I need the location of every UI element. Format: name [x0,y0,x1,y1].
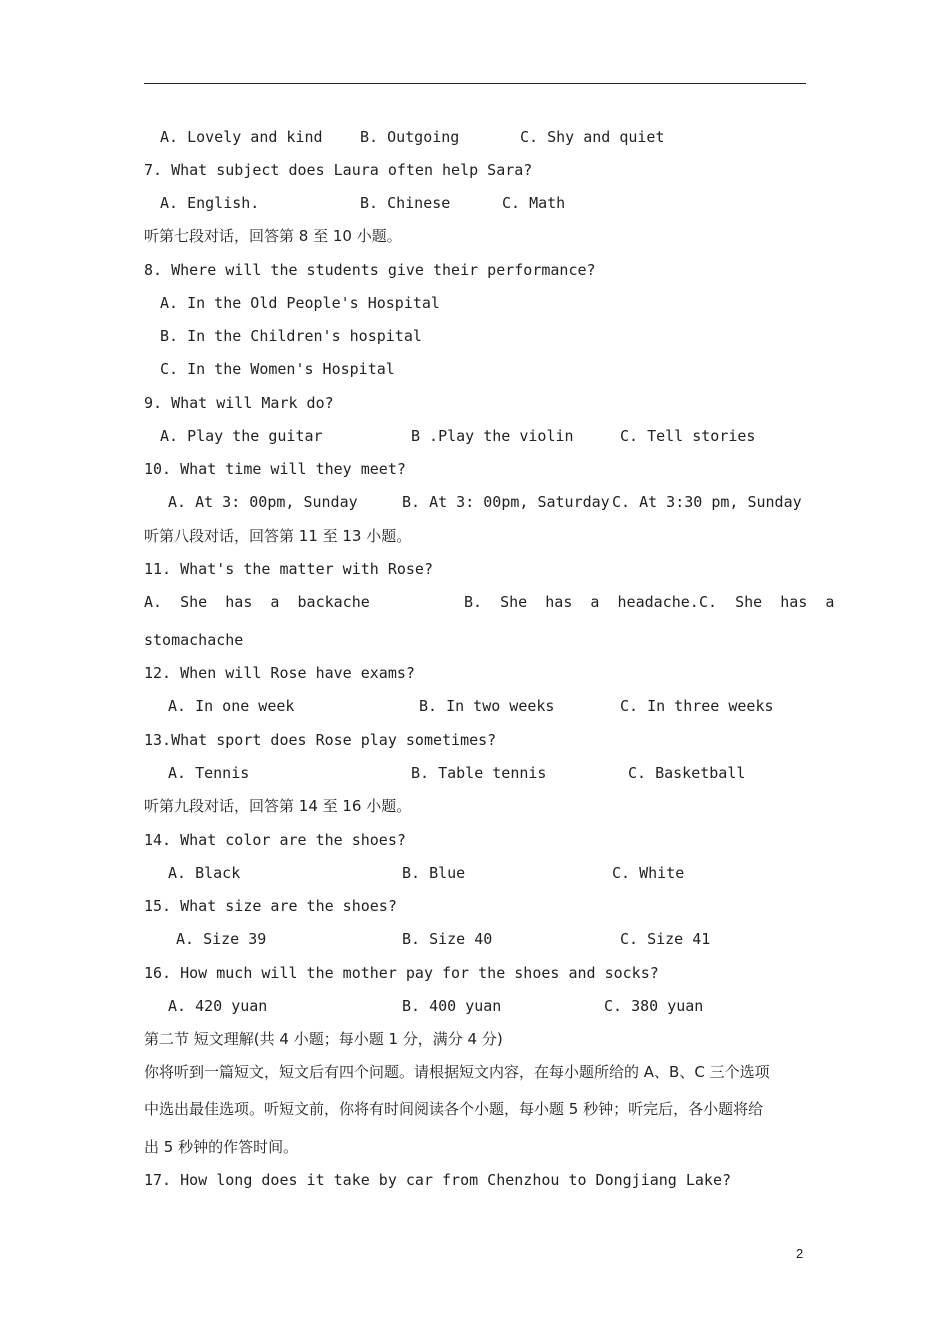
answer-option: A. Size 39 [176,930,267,948]
answer-option: A. English. [160,194,260,212]
line-text: 听第九段对话，回答第 14 至 16 小题。 [144,797,412,815]
question-line [144,358,806,380]
answer-option: C. Tell stories [620,427,756,445]
question-line [144,829,806,851]
question-line [144,126,806,148]
answer-option: C. She has a [699,593,835,611]
line-text: 7. What subject does Laura often help Sara? [144,161,533,179]
line-text: 8. Where will the students give their performance? [144,261,596,279]
section-instruction [144,795,806,817]
question-line [144,159,806,181]
answer-option: A. Tennis [168,764,250,782]
question-line [144,392,806,414]
question-line [144,695,806,717]
answer-option: C. Size 41 [620,930,711,948]
answer-option: B. Outgoing [360,128,460,146]
line-text: 第二节 短文理解(共 4 小题；每小题 1 分，满分 4 分) [144,1030,503,1048]
line-text: 听第七段对话，回答第 8 至 10 小题。 [144,227,402,245]
line-text: C. In the Women's Hospital [160,360,395,378]
line-text: 听第八段对话，回答第 11 至 13 小题。 [144,527,412,545]
line-text: B. In the Children's hospital [160,327,422,345]
page-number: 2 [796,1246,804,1261]
question-line [144,591,835,613]
line-text: 13.What sport does Rose play sometimes? [144,731,497,749]
question-line [144,325,806,347]
question-line [144,558,806,580]
question-line [144,259,806,281]
section-instruction [144,525,806,547]
question-line [144,1169,806,1191]
question-line [144,662,806,684]
question-line [144,292,806,314]
line-text: 12. When will Rose have exams? [144,664,415,682]
question-line [144,962,806,984]
answer-option: C. 380 yuan [604,997,704,1015]
section-instruction [144,225,806,247]
line-text: stomachache [144,631,244,649]
question-line [144,862,806,884]
line-text: 中选出最佳选项。听短文前，你将有时间阅读各个小题，每小题 5 秒钟；听完后，各小题将给 [144,1100,764,1118]
answer-option: A. Black [168,864,241,882]
question-line [144,629,806,651]
question-line [144,491,806,513]
line-text: 10. What time will they meet? [144,460,406,478]
answer-option: B. Blue [402,864,466,882]
line-text: 出 5 秒钟的作答时间。 [144,1138,299,1156]
answer-option: B. She has a headache. [464,593,699,611]
answer-option: A. At 3: 00pm, Sunday [168,493,358,511]
line-text: 你将听到一篇短文，短文后有四个问题。请根据短文内容，在每小题所给的 A、B、C 三个选项 [144,1063,770,1081]
question-line [144,458,806,480]
line-text: 15. What size are the shoes? [144,897,397,915]
question-line [144,729,806,751]
answer-option: B .Play the violin [411,427,574,445]
answer-option: B. 400 yuan [402,997,502,1015]
line-text: 16. How much will the mother pay for the shoes and socks? [144,964,659,982]
answer-option: B. In two weeks [419,697,555,715]
answer-option: A. Lovely and kind [160,128,323,146]
answer-option: C. In three weeks [620,697,774,715]
answer-option: A. In one week [168,697,295,715]
answer-option: C. Math [502,194,566,212]
answer-option: B. Table tennis [411,764,547,782]
line-text: 11. What's the matter with Rose? [144,560,433,578]
question-line [144,995,806,1017]
answer-option: C. Basketball [628,764,746,782]
question-line [144,928,806,950]
line-text: A. In the Old People's Hospital [160,294,440,312]
question-line [144,192,806,214]
answer-option: C. Shy and quiet [520,128,665,146]
answer-option: B. Chinese [360,194,451,212]
section-instruction [144,1136,806,1158]
section-instruction [144,1061,806,1083]
answer-option: A. She has a backache [144,593,370,611]
answer-option: C. At 3:30 pm, Sunday [612,493,802,511]
line-text: 9. What will Mark do? [144,394,334,412]
question-line [144,762,806,784]
answer-option: A. 420 yuan [168,997,268,1015]
section-instruction [144,1098,806,1120]
answer-option: B. Size 40 [402,930,493,948]
answer-option: A. Play the guitar [160,427,323,445]
section-instruction [144,1028,806,1050]
header-rule [144,83,806,84]
answer-option: C. White [612,864,685,882]
line-text: 17. How long does it take by car from Chenzhou to Dongjiang Lake? [144,1171,731,1189]
question-line [144,425,806,447]
line-text: 14. What color are the shoes? [144,831,406,849]
answer-option: B. At 3: 00pm, Saturday [402,493,610,511]
question-line [144,895,806,917]
